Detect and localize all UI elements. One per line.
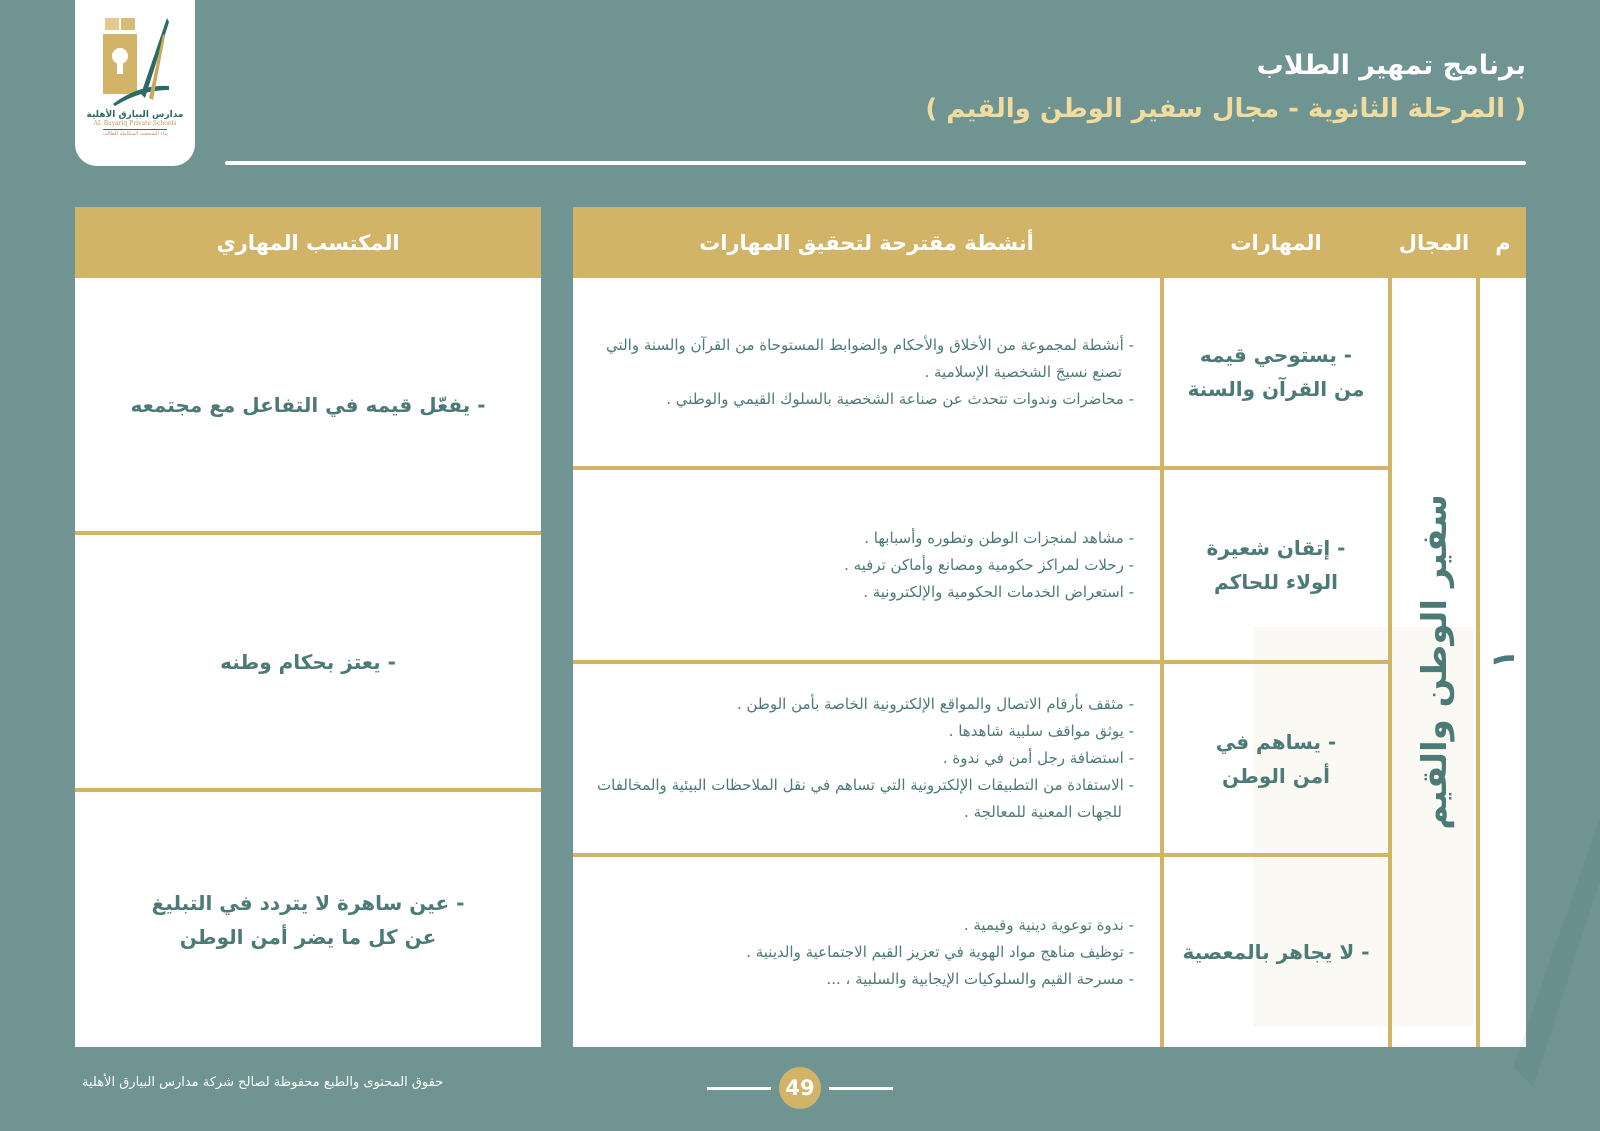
activity-item: - ندوة توعوية دينية وقيمية . [963,915,1134,934]
outcomes-table [75,207,541,1047]
activity-item: - مثقف بأرقام الاتصال والمواقع الإلكترونية الخاصة بأمن الوطن . [736,695,1134,713]
page-number: 49 [779,1067,821,1109]
divider [1388,207,1392,1047]
skill-cell: - لا يجاهر بالمعصية [1182,940,1370,964]
outcome-cell: - يفعّل قيمه في التفاعل مع مجتمعه [130,392,486,417]
row-number: ١ [1484,649,1522,670]
outcome-cell: - يعتز بحكام وطنه [220,649,396,674]
activity-item: - يوثق مواقف سلبية شاهدها . [948,722,1134,740]
divider [1476,207,1480,1047]
activity-item: - محاضرات وندوات تتحدث عن صناعة الشخصية بالسلوك القيمي والوطني . [666,389,1134,408]
logo-tagline: بناء الشخصية المتكاملة للطالب [102,131,168,137]
header-num: م [1480,207,1526,278]
activity-item: - أنشطة لمجموعة من الأخلاق والأحكام والضوابط المستوحاة من القرآن والسنة والتي تصنع نسيجَ الشخصية الإسلامية . [606,335,1134,381]
activity-item: - مشاهد لمنجزات الوطن وتطوره وأسبابها . [864,528,1134,547]
logo-name-en: AL Bayariq Private Schools [93,120,177,127]
activities-cell [593,664,1160,853]
activities-cell [593,857,1160,1047]
skills-table [573,207,1526,1047]
activities-cell [593,278,1160,466]
page-title: برنامج تمهير الطلاب [1256,50,1526,81]
logo-name-ar: مدارس البيارق الأهلية [86,110,184,120]
header-domain: المجال [1392,207,1476,278]
activities-cell [593,470,1160,660]
skill-cell: - يستوحي قيمه من القرآن والسنة [1187,343,1365,401]
title-divider [225,161,1526,165]
skill-cell: - يساهم في أمن الوطن [1215,729,1337,788]
activity-item: - رحلات لمراكز حكومية ومصانع وأماكن ترفيه . [844,555,1134,574]
activity-item: - مسرحة القيم والسلوكيات الإيجابية والسلبية ، ... [826,969,1134,988]
header-skills: المهارات [1164,207,1388,278]
activity-item: - استعراض الخدمات الحكومية والإلكترونية . [863,582,1134,601]
school-logo [75,0,195,166]
skill-cell: - إتقان شعيرة الولاء للحاكم [1206,536,1346,594]
domain-label: سفير الوطن والقيم [1415,494,1455,830]
header-outcome: المكتسب المهاري [75,207,541,278]
page-line-right [829,1087,893,1090]
page-line-left [707,1087,771,1090]
page-subtitle: ( المرحلة الثانوية - مجال سفير الوطن والقيم ) [925,94,1526,124]
activity-item: - الاستفادة من التطبيقات الإلكترونية التي تساهم في نقل الملاحظات البيئية والمخالفات للجهات المعنية للمعالجة . [597,776,1134,821]
activity-item: - توظيف مناهج مواد الهوية في تعزيز القيم الاجتماعية والدينية . [746,942,1134,961]
outcome-cell: - عين ساهرة لا يتردد في التبليغ عن كل ما يضر أمن الوطن [151,890,465,949]
activity-item: - استضافة رجل أمن في ندوة . [942,749,1134,767]
copyright-text: حقوق المحتوى والطبع محفوظة لصالح شركة مدارس البيارق الأهلية [82,1075,444,1090]
logo-emblem-icon [99,14,171,106]
header-activities: أنشطة مقترحة لتحقيق المهارات [573,207,1160,278]
